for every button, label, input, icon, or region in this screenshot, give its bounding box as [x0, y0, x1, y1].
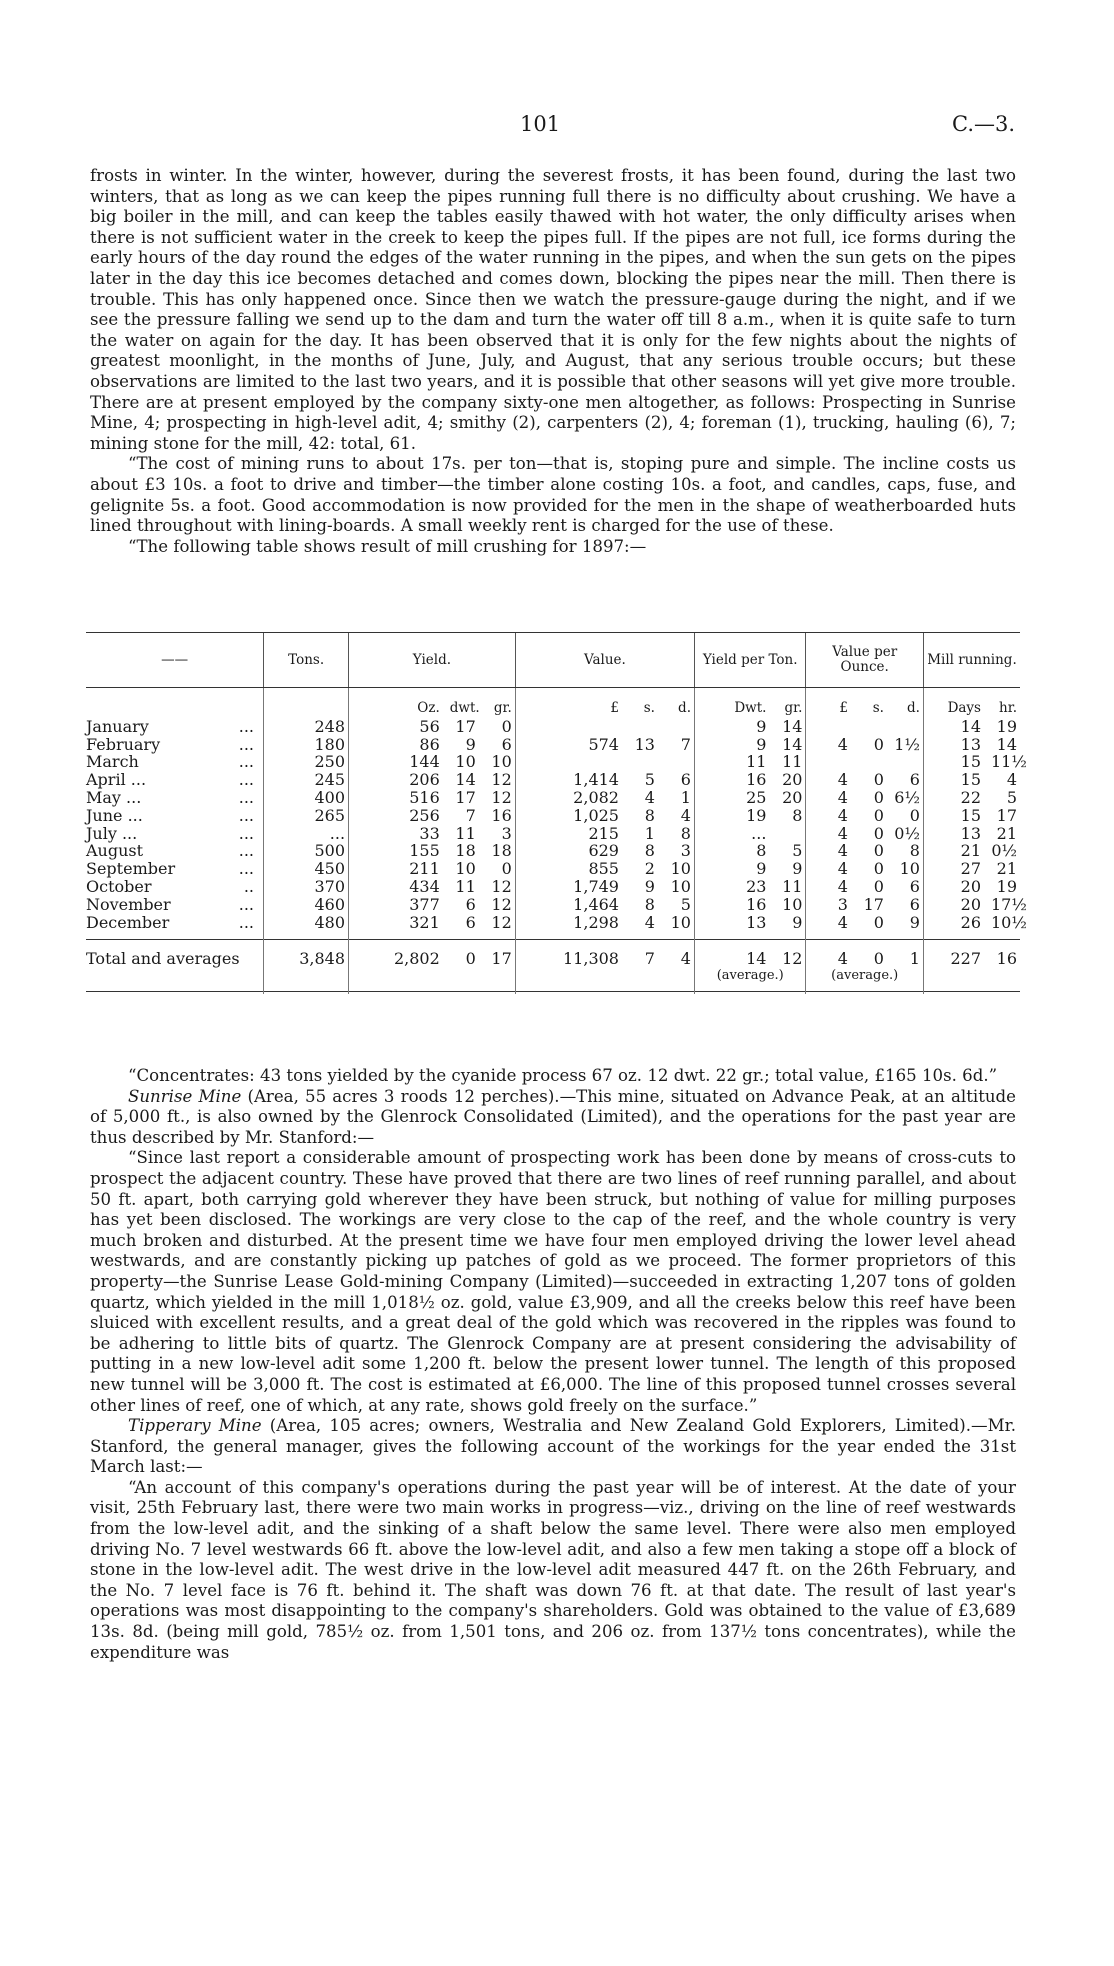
- value-per-oz-pence: 6: [909, 770, 920, 790]
- tons-cell: 180: [264, 736, 349, 754]
- unit-days: Days: [947, 700, 981, 716]
- table-row: [86, 771, 1020, 789]
- tons-cell: 370: [264, 878, 349, 896]
- leader-dots: ..: [243, 876, 254, 896]
- value-per-oz-shillings: 0: [873, 770, 884, 790]
- value-per-oz-shillings: 0: [873, 912, 884, 932]
- yield-per-ton-dwt: 9: [756, 716, 767, 736]
- yield-oz: 155: [409, 841, 440, 861]
- paragraph: “The following table shows result of mill crushing for 1897:—: [128, 536, 647, 556]
- month-cell: [86, 825, 264, 843]
- value-per-oz-pounds: 4: [837, 841, 848, 861]
- yield-per-ton-gr: [776, 825, 802, 843]
- total-value-shillings: 7: [644, 949, 655, 969]
- mill-days: 20: [960, 894, 981, 914]
- unit-pounds: £: [610, 700, 619, 716]
- value-shillings: 8: [644, 841, 655, 861]
- month-cell: [86, 753, 264, 771]
- value-per-oz-shillings: 0: [873, 859, 884, 879]
- unit-dwt: Dwt.: [734, 700, 767, 716]
- value-per-oz-pounds: 4: [837, 787, 848, 807]
- value-per-oz-shillings: 0: [873, 823, 884, 843]
- mill-days: 13: [960, 734, 981, 754]
- month-name: September: [86, 859, 176, 879]
- mill-hours: 10½: [991, 912, 1027, 932]
- yield-gr: 3: [501, 823, 512, 843]
- month-cell: [86, 896, 264, 914]
- yield-oz: 321: [409, 912, 440, 932]
- mill-hours: 0½: [991, 841, 1017, 861]
- total-hours: 16: [996, 949, 1017, 969]
- yield-per-ton-dwt: 8: [756, 841, 767, 861]
- yield-oz: 144: [409, 752, 440, 772]
- mill-crushing-table: [86, 632, 1027, 994]
- unit-pence: d.: [678, 700, 691, 716]
- value-shillings: 4: [644, 787, 655, 807]
- tons-cell: 500: [264, 842, 349, 860]
- value-per-oz-shillings: 0: [873, 876, 884, 896]
- value-pence: 4: [680, 805, 691, 825]
- table-row: [86, 736, 1020, 754]
- avg-yield-gr: 12: [782, 949, 803, 969]
- paragraph: “Since last report a considerable amount of prospecting work has been done by means of cross-cuts to prospect the adjacent country. These have proved that there are two lines of reef running parallel, and about 50 ft. apart, both carrying gold wherever they have been struck, but nothing of value for milling purposes has yet been disclosed. The workings are very close to the cap of the reef, and the whole country is very much broken and disturbed. At the present time we have four men employed driving the lower level ahead westwards, and are constantly picking up patches of gold as we proceed. The former proprietors of this property—the Sunrise Lease Gold-mining Company (Limited)—succeeded in extracting 1,207 tons of golden quartz, which yielded in the mill 1,018½ oz. gold, value £3,909, and all the creeks below this reef have been sluiced with excellent results, and a great deal of the gold which was recovered in the ripples was found to be adhering to little bits of quartz. The Glenrock Company are at present considering the advisability of putting in a new low-level adit some 1,200 ft. below the present lower tunnel. The length of this proposed new tunnel will be 3,000 ft. The cost is estimated at £6,000. The line of this proposed tunnel crosses several other lines of reef, one of which, at any rate, shows gold freely on the surface.”: [90, 1148, 1016, 1415]
- value-shillings: 8: [644, 805, 655, 825]
- mill-days: 15: [960, 805, 981, 825]
- month-cell: [86, 860, 264, 878]
- month-cell: [86, 789, 264, 807]
- value-pounds: 1,749: [573, 876, 619, 896]
- yield-per-ton-gr: 8: [792, 805, 803, 825]
- yield-per-ton-dwt: 11: [746, 752, 767, 772]
- leader-dots: ...: [238, 894, 254, 914]
- value-pounds: 574: [588, 734, 619, 754]
- value-per-oz-pence: 6½: [894, 787, 920, 807]
- value-pence: 7: [680, 734, 691, 754]
- value-shillings: 4: [644, 912, 655, 932]
- value-pounds: 629: [588, 841, 619, 861]
- mine-heading: Sunrise Mine: [128, 1086, 242, 1106]
- value-per-oz-shillings: 0: [873, 841, 884, 861]
- unit-gr: gr.: [784, 700, 803, 716]
- yield-gr: 18: [491, 841, 512, 861]
- unit-hours: hr.: [999, 700, 1017, 716]
- mill-hours: 19: [996, 716, 1017, 736]
- total-row: [86, 940, 1020, 992]
- yield-gr: 12: [491, 912, 512, 932]
- yield-per-ton-gr: 14: [782, 716, 803, 736]
- mill-days: 22: [960, 787, 981, 807]
- tons-cell: 400: [264, 789, 349, 807]
- yield-oz: 516: [409, 787, 440, 807]
- yield-oz: 86: [419, 734, 440, 754]
- mill-days: 15: [960, 770, 981, 790]
- month-cell: [86, 736, 264, 754]
- mill-days: 20: [960, 876, 981, 896]
- yield-per-ton-gr: 9: [792, 859, 803, 879]
- unit-gr: gr.: [493, 700, 512, 716]
- mill-days: 14: [960, 716, 981, 736]
- header-value: Value.: [515, 633, 694, 688]
- yield-per-ton-dwt: 19: [746, 805, 767, 825]
- table-row: [86, 807, 1020, 825]
- value-shillings: 13: [634, 734, 655, 754]
- value-shillings: 9: [644, 876, 655, 896]
- yield-dwt: 17: [455, 787, 476, 807]
- leader-dots: ...: [238, 859, 254, 879]
- header-yield-per-ton: Yield per Ton.: [694, 633, 805, 688]
- yield-per-ton-gr: 20: [782, 770, 803, 790]
- value-per-oz-pounds: 4: [837, 770, 848, 790]
- value-pence: 6: [680, 770, 691, 790]
- yield-dwt: 17: [455, 716, 476, 736]
- average-note: (average.): [831, 968, 899, 984]
- value-per-oz-pounds: 4: [837, 876, 848, 896]
- yield-dwt: 6: [465, 894, 476, 914]
- table-row: [86, 718, 1020, 736]
- document-reference: C.—3.: [952, 112, 1016, 136]
- mill-days: 15: [960, 752, 981, 772]
- mill-hours: 19: [996, 876, 1017, 896]
- mill-hours: 4: [1006, 770, 1017, 790]
- month-name: May ...: [86, 787, 142, 807]
- unit-dwt: dwt.: [449, 700, 480, 716]
- header-value-per-ounce: Value per Ounce.: [806, 633, 924, 688]
- unit-shillings: s.: [872, 700, 884, 716]
- table-row: [86, 878, 1020, 896]
- month-cell: [86, 878, 264, 896]
- tons-cell: 460: [264, 896, 349, 914]
- total-value-pence: 4: [680, 949, 691, 969]
- paragraph: [90, 1087, 1016, 1149]
- leader-dots: ...: [238, 912, 254, 932]
- yield-per-ton-dwt: 13: [746, 912, 767, 932]
- value-pounds: 1,464: [573, 894, 619, 914]
- value-shillings: 2: [644, 859, 655, 879]
- yield-per-ton-gr: 5: [792, 841, 803, 861]
- paragraph: “An account of this company's operations during the past year will be of interest. At the date of your visit, 25th February last, there were two main works in progress—viz., driving on the line of reef westwards from the low-level adit, and the sinking of a shaft below the same level. There were also men employed driving No. 7 level westwards 66 ft. above the low-level adit, and also a few men taking a stope off a block of stone in the low-level adit. The west drive in the low-level adit measured 447 ft. on the 26th February, and the No. 7 level face is 76 ft. behind it. The shaft was down 76 ft. at that date. The result of last year's operations was most disappointing to the company's shareholders. Gold was obtained to the value of £3,689 13s. 8d. (being mill gold, 785½ oz. from 1,501 tons, and 206 oz. from 137½ tons concentrates), while the expenditure was: [90, 1477, 1016, 1662]
- month-cell: [86, 718, 264, 736]
- value-pence: 3: [680, 841, 691, 861]
- mine-heading: Tipperary Mine: [128, 1416, 262, 1436]
- yield-gr: 0: [501, 716, 512, 736]
- mill-days: 27: [960, 859, 981, 879]
- body-text-top: [90, 166, 1016, 557]
- leader-dots: ...: [238, 770, 254, 790]
- value-per-oz-shillings: 0: [873, 805, 884, 825]
- month-cell: [86, 914, 264, 932]
- avg-value-pence: 1: [909, 949, 920, 969]
- month-name: July ...: [86, 823, 138, 843]
- tons-cell: 250: [264, 753, 349, 771]
- avg-value-pounds: 4: [837, 949, 848, 969]
- yield-per-ton-gr: 14: [782, 734, 803, 754]
- month-cell: [86, 771, 264, 789]
- mill-hours: 11½: [991, 752, 1027, 772]
- tons-cell: 248: [264, 718, 349, 736]
- value-per-oz-pence: 10: [899, 859, 920, 879]
- month-cell: [86, 842, 264, 860]
- mill-hours: 21: [996, 859, 1017, 879]
- yield-oz: 56: [419, 716, 440, 736]
- paragraph: “Concentrates: 43 tons yielded by the cyanide process 67 oz. 12 dwt. 22 gr.; total value, £165 10s. 6d.”: [128, 1066, 998, 1085]
- yield-dwt: 10: [455, 752, 476, 772]
- value-pence: 10: [670, 859, 691, 879]
- value-pounds: 855: [588, 859, 619, 879]
- value-shillings: 1: [644, 823, 655, 843]
- unit-pence: d.: [907, 700, 920, 716]
- mill-hours: 21: [996, 823, 1017, 843]
- total-oz: 2,802: [393, 949, 440, 969]
- yield-per-ton-gr: 10: [782, 894, 803, 914]
- body-text-bottom: [90, 1066, 1016, 1663]
- yield-per-ton-gr: 11: [782, 876, 803, 896]
- average-note: (average.): [716, 968, 784, 984]
- value-per-oz-shillings: 17: [863, 894, 884, 914]
- paragraph: [90, 1416, 1016, 1478]
- avg-value-shillings: 0: [873, 949, 884, 969]
- yield-dwt: 10: [455, 859, 476, 879]
- yield-oz: 206: [409, 770, 440, 790]
- yield-gr: 12: [491, 770, 512, 790]
- mill-hours: 17½: [991, 894, 1027, 914]
- value-per-oz-pence: 6: [909, 876, 920, 896]
- month-name: April ...: [86, 770, 147, 790]
- yield-gr: 0: [501, 859, 512, 879]
- month-name: August: [86, 841, 144, 861]
- table-row: [86, 842, 1020, 860]
- month-name: January: [86, 716, 149, 736]
- yield-per-ton-dwt: 9: [756, 734, 767, 754]
- units-row: [86, 688, 1020, 718]
- yield-dwt: 11: [455, 823, 476, 843]
- value-per-oz-shillings: 0: [873, 787, 884, 807]
- value-per-oz-pounds: 4: [837, 823, 848, 843]
- value-per-oz-pounds: 4: [837, 912, 848, 932]
- table-row: [86, 914, 1020, 932]
- yield-per-ton-gr: 9: [792, 912, 803, 932]
- total-days: 227: [950, 949, 981, 969]
- yield-per-ton-dwt: 16: [746, 894, 767, 914]
- total-label: Total and averages: [86, 940, 264, 992]
- yield-dwt: 7: [465, 805, 476, 825]
- value-per-oz-pence: 9: [909, 912, 920, 932]
- leader-dots: ...: [238, 841, 254, 861]
- page-number: 101: [520, 112, 561, 136]
- mill-days: 26: [960, 912, 981, 932]
- yield-dwt: 6: [465, 912, 476, 932]
- table-row: [86, 860, 1020, 878]
- table-row: [86, 896, 1020, 914]
- value-pence: 8: [680, 823, 691, 843]
- month-cell: [86, 807, 264, 825]
- paragraph-text: (Area, 55 acres 3 roods 12 perches).—This mine, situated on Advance Peak, at an altitude of 5,000 ft., is also owned by the Glenrock Consolidated (Limited), and the operations for the past year are thus described by Mr. Stanford:—: [90, 1086, 1016, 1147]
- yield-dwt: 9: [465, 734, 476, 754]
- leader-dots: ...: [238, 716, 254, 736]
- yield-oz: 377: [409, 894, 440, 914]
- value-shillings: 5: [644, 770, 655, 790]
- tons-cell: ...: [264, 825, 349, 843]
- value-pounds: 215: [588, 823, 619, 843]
- table-row: [86, 789, 1020, 807]
- yield-oz: 33: [419, 823, 440, 843]
- leader-dots: ...: [238, 752, 254, 772]
- table-row: [86, 825, 1020, 843]
- yield-dwt: 11: [455, 876, 476, 896]
- header-blank: ——: [86, 633, 264, 688]
- yield-per-ton-dwt: 16: [746, 770, 767, 790]
- value-pounds: 1,298: [573, 912, 619, 932]
- value-per-oz-pounds: 4: [837, 805, 848, 825]
- value-shillings: 8: [644, 894, 655, 914]
- yield-gr: 6: [501, 734, 512, 754]
- month-name: October: [86, 876, 152, 896]
- yield-gr: 10: [491, 752, 512, 772]
- yield-per-ton-dwt: 25: [746, 787, 767, 807]
- yield-oz: 211: [409, 859, 440, 879]
- mill-hours: 14: [996, 734, 1017, 754]
- value-per-oz-pence: 1½: [894, 734, 920, 754]
- value-pence: 1: [680, 787, 691, 807]
- unit-pounds: £: [839, 700, 848, 716]
- value-per-oz-pounds: 3: [837, 894, 848, 914]
- value-pounds: 1,414: [573, 770, 619, 790]
- yield-gr: 12: [491, 894, 512, 914]
- month-name: November: [86, 894, 171, 914]
- table-row: [86, 753, 1020, 771]
- yield-per-ton-dwt: 23: [746, 876, 767, 896]
- paragraph: frosts in winter. In the winter, however, during the severest frosts, it has been found, during the last two winters, that as long as we can keep the pipes running full there is no difficulty about crushing. We have a big boiler in the mill, and can keep the tables easily thawed with hot water, the only difficulty arises when there is not sufficient water in the creek to keep the pipes full. If the pipes are not full, ice forms during the early hours of the day round the edges of the water running in the pipes, and when the sun gets on the pipes later in the day this ice becomes detached and comes down, blocking the pipes near the mill. Then there is trouble. This has only happened once. Since then we watch the pressure-gauge during the night, and if we see the pressure falling we send up to the dam and turn the water off till 8 a.m., when it is quite safe to turn the water on again for the day. It has been observed that it is only for the few nights about the nights of greatest moonlight, in the months of June, July, and August, that any serious trouble occurs; but these observations are limited to the last two years, and it is possible that other seasons will yet give more trouble. There are at present employed by the company sixty-one men altogether, as follows: Prospecting in Sunrise Mine, 4; prospecting in high-level adit, 4; smithy (2), carpenters (2), 4; foreman (1), trucking, hauling (6), 7; mining stone for the mill, 42: total, 61.: [90, 166, 1016, 453]
- value-per-oz-pounds: 4: [837, 859, 848, 879]
- total-value-pounds: 11,308: [563, 949, 619, 969]
- unit-shillings: s.: [643, 700, 655, 716]
- value-pence: 10: [670, 876, 691, 896]
- value-pence: 5: [680, 894, 691, 914]
- yield-gr: 12: [491, 787, 512, 807]
- yield-per-ton-gr: 11: [782, 752, 803, 772]
- month-name: December: [86, 912, 170, 932]
- yield-per-ton-gr: 20: [782, 787, 803, 807]
- value-pounds: 1,025: [573, 805, 619, 825]
- leader-dots: ...: [238, 805, 254, 825]
- value-per-oz-pounds: 4: [837, 734, 848, 754]
- tons-cell: 245: [264, 771, 349, 789]
- yield-dwt: 18: [455, 841, 476, 861]
- value-per-oz-pence: 6: [909, 894, 920, 914]
- mill-hours: 17: [996, 805, 1017, 825]
- total-gr: 17: [491, 949, 512, 969]
- yield-per-ton-dwt: 9: [756, 859, 767, 879]
- yield-per-ton-dwt: ...: [751, 823, 767, 843]
- table-header-row: [86, 633, 1020, 688]
- tons-cell: 450: [264, 860, 349, 878]
- value-per-oz-shillings: 0: [873, 734, 884, 754]
- value-per-oz-pence: 0½: [894, 823, 920, 843]
- mill-hours: 5: [1006, 787, 1017, 807]
- unit-oz: Oz.: [417, 700, 440, 716]
- value-per-oz-pence: 0: [909, 805, 920, 825]
- header-yield: Yield.: [349, 633, 516, 688]
- yield-oz: 434: [409, 876, 440, 896]
- total-dwt: 0: [465, 949, 476, 969]
- yield-gr: 16: [491, 805, 512, 825]
- total-tons: 3,848: [264, 940, 349, 992]
- value-per-oz-pence: 8: [909, 841, 920, 861]
- mill-days: 13: [960, 823, 981, 843]
- value-pence: 10: [670, 912, 691, 932]
- paragraph: “The cost of mining runs to about 17s. per ton—that is, stoping pure and simple. The incline costs us about £3 10s. a foot to drive and timber—the timber alone costing 10s. a foot, and candles, caps, fuse, and gelignite 5s. a foot. Good accommodation is now provided for the men in the shape of weatherboarded huts lined throughout with lining-boards. A small weekly rent is charged for the use of these.: [90, 454, 1016, 536]
- header-tons: Tons.: [264, 633, 349, 688]
- month-name: March: [86, 752, 139, 772]
- header-mill-running: Mill running.: [923, 633, 1020, 688]
- yield-dwt: 14: [455, 770, 476, 790]
- value-pounds: 2,082: [573, 787, 619, 807]
- month-name: June ...: [86, 805, 143, 825]
- leader-dots: ...: [238, 734, 254, 754]
- leader-dots: ...: [238, 787, 254, 807]
- month-name: February: [86, 734, 161, 754]
- paragraph-text: (Area, 105 acres; owners, Westralia and New Zealand Gold Explorers, Limited).—Mr. Stanford, the general manager, gives the following account of the workings for the year ended the 31st March last:—: [90, 1416, 1016, 1477]
- mill-days: 21: [960, 841, 981, 861]
- tons-cell: 265: [264, 807, 349, 825]
- yield-gr: 12: [491, 876, 512, 896]
- avg-yield-dwt: 14: [746, 949, 767, 969]
- yield-oz: 256: [409, 805, 440, 825]
- tons-cell: 480: [264, 914, 349, 932]
- leader-dots: ...: [238, 823, 254, 843]
